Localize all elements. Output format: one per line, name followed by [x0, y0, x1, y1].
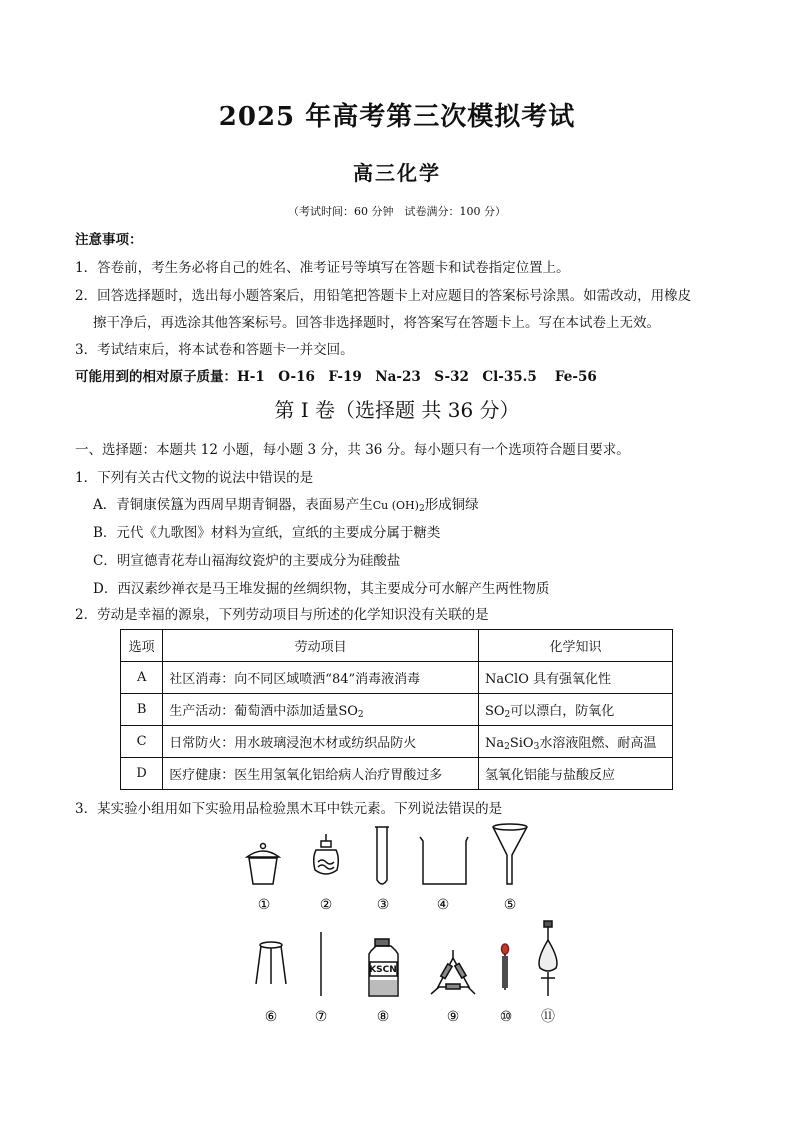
exam-title: 2025 年高考第三次模拟考试	[218, 102, 576, 132]
test-tube-icon	[375, 827, 389, 884]
row-option: B	[121, 694, 163, 726]
atomic-masses: 可能用到的相对原子质量：H-1 O-16 F-19 Na-23 S-32 Cl-35.5 Fe-56	[75, 369, 597, 385]
row-chem-knowledge: $SO_2$可以漂白，防氧化	[478, 694, 672, 726]
separatory-funnel-icon	[539, 921, 557, 996]
notice-item-2-cont: 擦干净后，再选涂其他答案标号。回答非选择题时，将答案写在答题卡上。写在本试卷上无效。	[93, 315, 660, 331]
label-3: ③	[376, 897, 390, 913]
label-9: ⑨	[446, 1009, 460, 1025]
label-10: ⑩	[499, 1009, 513, 1025]
row-chem-knowledge: $Na_2SiO_3$水溶液阻燃、耐高温	[478, 726, 672, 758]
crucible-icon	[247, 844, 279, 885]
row-labor-item: 社区消毒：向不同区域喷洒“84”消毒液消毒	[163, 662, 479, 694]
label-5: ⑤	[503, 897, 517, 913]
row-chem-knowledge: NaClO 具有强氧化性	[478, 662, 672, 694]
q1-stem: 1．下列有关古代文物的说法中错误的是	[75, 470, 314, 486]
bottle-label: KSCN	[369, 965, 397, 975]
q2-stem: 2．劳动是幸福的源泉，下列劳动项目与所述的化学知识没有关联的是	[75, 607, 489, 623]
row-labor-item: 日常防火：用水玻璃浸泡木材或纺织品防火	[163, 726, 479, 758]
funnel-icon	[493, 824, 527, 884]
row-option: A	[121, 662, 163, 694]
row-option: D	[121, 758, 163, 790]
label-4: ④	[436, 897, 450, 913]
q1-option-a: A．青铜康侯簋为西周早期青铜器，表面易产生Cu $(OH)_2$形成铜绿	[93, 497, 479, 514]
q3-stem: 3．某实验小组用如下实验用品检验黑木耳中铁元素。下列说法错误的是	[75, 801, 503, 817]
label-7: ⑦	[314, 1009, 328, 1025]
row-option: C	[121, 726, 163, 758]
label-8: ⑧	[376, 1009, 390, 1025]
notice-item-1: 1．答卷前，考生务必将自己的姓名、准考证号等填写在答题卡和试卷指定位置上。	[75, 260, 570, 276]
tripod-icon	[256, 942, 286, 984]
clay-triangle-icon	[431, 950, 475, 994]
q1-option-c: C．明宣德青花寿山福海纹瓷炉的主要成分为硅酸盐	[93, 553, 401, 569]
notice-heading: 注意事项：	[75, 232, 143, 248]
alcohol-lamp-icon	[314, 834, 339, 874]
exam-subtitle: 高三化学	[353, 161, 441, 185]
label-11: ⑪	[541, 1009, 555, 1025]
row-labor-item: 医疗健康：医生用氢氧化铝给病人治疗胃酸过多	[163, 758, 479, 790]
q1-option-b: B．元代《九歌图》材料为宣纸，宣纸的主要成分属于糖类	[93, 525, 441, 541]
notice-item-3: 3．考试结束后，将本试卷和答题卡一并交回。	[75, 342, 354, 358]
section-title: 第 I 卷（选择题 共 36 分）	[274, 398, 520, 422]
header-option: 选项	[121, 630, 163, 662]
beaker-icon	[420, 837, 468, 884]
label-2: ②	[319, 897, 333, 913]
label-6: ⑥	[264, 1009, 278, 1025]
label-1: ①	[257, 897, 271, 913]
dropper-icon	[502, 944, 509, 990]
header-labor-item: 劳动项目	[163, 630, 479, 662]
row-chem-knowledge: 氢氧化铝能与盐酸反应	[478, 758, 672, 790]
row-labor-item: 生产活动：葡萄酒中添加适量$SO_2$	[163, 694, 479, 726]
q1-option-d: D．西汉素纱禅衣是马王堆发掘的丝绸织物，其主要成分可水解产生两性物质	[93, 581, 550, 597]
section-instruction: 一、选择题：本题共 12 小题，每小题 3 分，共 36 分。每小题只有一个选项符合题目要求。	[75, 442, 630, 458]
header-chem-knowledge: 化学知识	[478, 630, 672, 662]
notice-item-2: 2．回答选择题时，选出每小题答案后，用铅笔把答题卡上对应题目的答案标号涂黑。如需改动，用橡皮	[75, 288, 692, 304]
exam-meta: （考试时间：60 分钟 试卷满分：100 分）	[288, 205, 506, 218]
